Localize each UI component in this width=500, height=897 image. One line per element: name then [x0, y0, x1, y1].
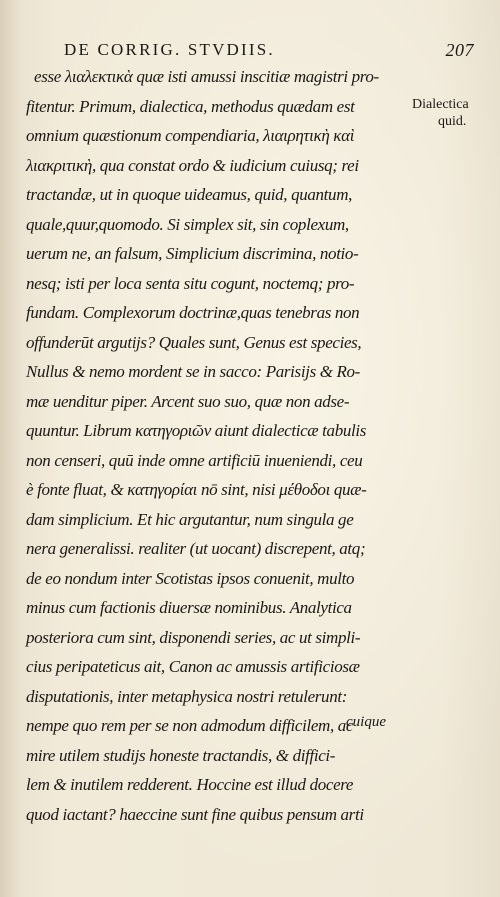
- text-line: quod iactant? haeccine sunt fine quibus pensum arti: [26, 804, 364, 824]
- text-line: fitentur. Primum, dialectica, methodus quædam est: [26, 96, 355, 116]
- text-line: tractandæ, ut in quoque uideamus, quid, quantum,: [26, 185, 353, 204]
- marginal-note: [412, 96, 494, 130]
- text-line: offunderūt argutijs? Quales sunt, Genus est species,: [26, 332, 362, 352]
- text-line: λιακριτικὴ, qua constat ordo & iudicium cuiusq; rei: [26, 155, 359, 175]
- text-line: cius peripateticus ait, Canon ac amussis artificiosæ: [26, 657, 360, 676]
- text-line: nera generalissi. realiter (ut uocant) discrepent, atq;: [26, 539, 366, 558]
- text-line: nesq; isti per loca senta situ cogunt, noctemq; pro-: [26, 273, 355, 293]
- page-number: 207: [445, 40, 474, 60]
- text-line: lem & inutilem redderent. Hoccine est illud docere: [26, 775, 354, 794]
- text-line: de eo nondum inter Scotistas ipsos conuenit, multo: [26, 568, 355, 588]
- text-line: nempe quo rem per se non admodum difficilem, ac: [26, 716, 354, 735]
- text-line: posteriora cum sint, disponendi series, ac ut simpli-: [26, 627, 361, 647]
- text-line: quuntur. Librum κατηγοριῶν aiunt dialecticæ tabulis: [26, 421, 367, 440]
- catchword: cuique: [346, 714, 386, 730]
- text-line: minus cum factionis diuersæ nominibus. Analytica: [26, 598, 352, 617]
- text-line: mæ uenditur piper. Arcent suo suo, quæ non adse-: [26, 391, 350, 411]
- text-line: è fonte fluat, & κατηγορίαι nō sint, nisi μέθοδοι quæ-: [26, 480, 367, 499]
- marginal-note-line: Dialectica: [412, 97, 469, 112]
- text-line: uerum ne, an falsum, Simplicium discrimina, notio-: [26, 244, 359, 263]
- text-line: quale,quur,quomodo. Si simplex sit, sin coplexum,: [26, 214, 349, 234]
- text-line: esse λιαλεκτικὰ quæ isti amussi inscitiæ magistri pro-: [34, 67, 379, 86]
- running-title: DE CORRIG. STVDIIS.: [64, 40, 275, 59]
- text-line: dam simplicium. Et hic argutantur, num singula ge: [26, 509, 354, 529]
- text-line: non censeri, quū inde omne artificiū inueniendi, ceu: [26, 450, 363, 470]
- page-header: [64, 40, 474, 64]
- text-line: disputationis, inter metaphysica nostri retulerunt:: [26, 686, 348, 706]
- marginal-note-line: quid.: [438, 114, 467, 129]
- text-line: mire utilem studijs honeste tractandis, & diffici-: [26, 745, 336, 765]
- text-line: omnium quæstionum compendiaria, λιαιρητικὴ καὶ: [26, 126, 355, 145]
- text-line: fundam. Complexorum doctrinæ,quas tenebras non: [26, 303, 360, 322]
- text-line: Nullus & nemo mordent se in sacco: Parisijs & Ro-: [26, 362, 360, 381]
